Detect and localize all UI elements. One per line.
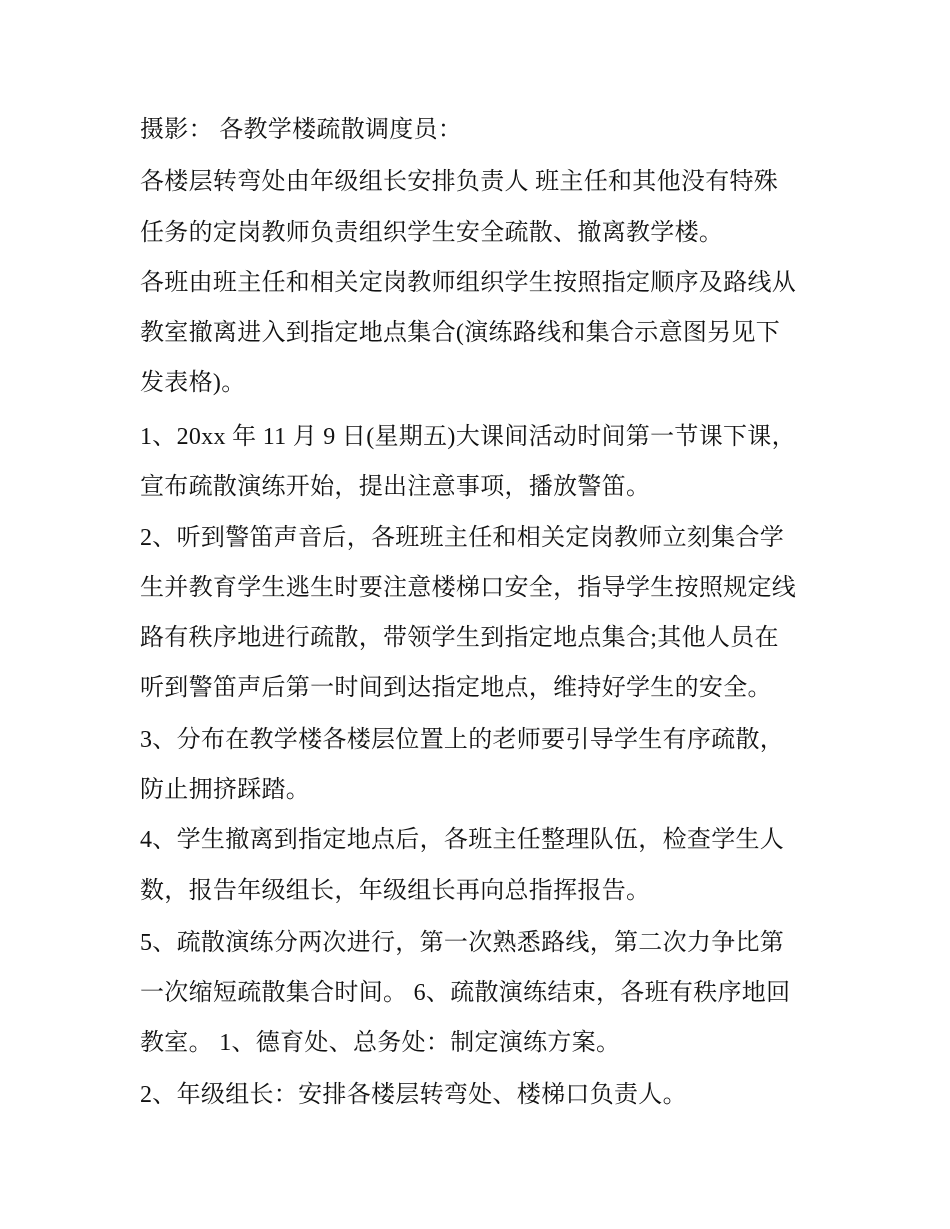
text-line: 发表格)。	[140, 370, 246, 396]
text-line: 听到警笛声后第一时间到达指定地点，维持好学生的安全。	[140, 675, 772, 701]
text-line: 数，报告年级组长，年级组长再向总指挥报告。	[140, 878, 651, 904]
text-line: 4、学生撤离到指定地点后，各班主任整理队伍，检查学生人	[140, 827, 785, 853]
text-line: 2、年级组长：安排各楼层转弯处、楼梯口负责人。	[140, 1082, 687, 1108]
text-line: 摄影： 各教学楼疏散调度员：	[140, 117, 463, 143]
text-line: 路有秩序地进行疏散，带领学生到指定地点集合;其他人员在	[140, 625, 779, 651]
text-line: 3、分布在教学楼各楼层位置上的老师要引导学生有序疏散，	[140, 727, 785, 753]
text-line: 任务的定岗教师负责组织学生安全疏散、撤离教学楼。	[140, 220, 724, 246]
text-line: 各班由班主任和相关定岗教师组织学生按照指定顺序及路线从	[140, 270, 797, 296]
text-line: 宣布疏散演练开始，提出注意事项，播放警笛。	[140, 474, 651, 500]
text-line: 各楼层转弯处由年级组长安排负责人 班主任和其他没有特殊	[140, 169, 779, 195]
text-line: 教室。 1、德育处、总务处：制定演练方案。	[140, 1030, 621, 1056]
text-line: 生并教育学生逃生时要注意楼梯口安全，指导学生按照规定线	[140, 575, 797, 601]
text-line: 一次缩短疏散集合时间。 6、疏散演练结束，各班有秩序地回	[140, 980, 791, 1006]
text-line: 5、疏散演练分两次进行，第一次熟悉路线，第二次力争比第	[140, 930, 785, 956]
text-line: 1、20xx 年 11 月 9 日(星期五)大课间活动时间第一节课下课，	[140, 424, 796, 450]
text-line: 防止拥挤踩踏。	[140, 777, 311, 803]
text-line: 2、听到警笛声音后，各班班主任和相关定岗教师立刻集合学	[140, 525, 785, 551]
text-line: 教室撤离进入到指定地点集合(演练路线和集合示意图另见下	[140, 320, 781, 346]
